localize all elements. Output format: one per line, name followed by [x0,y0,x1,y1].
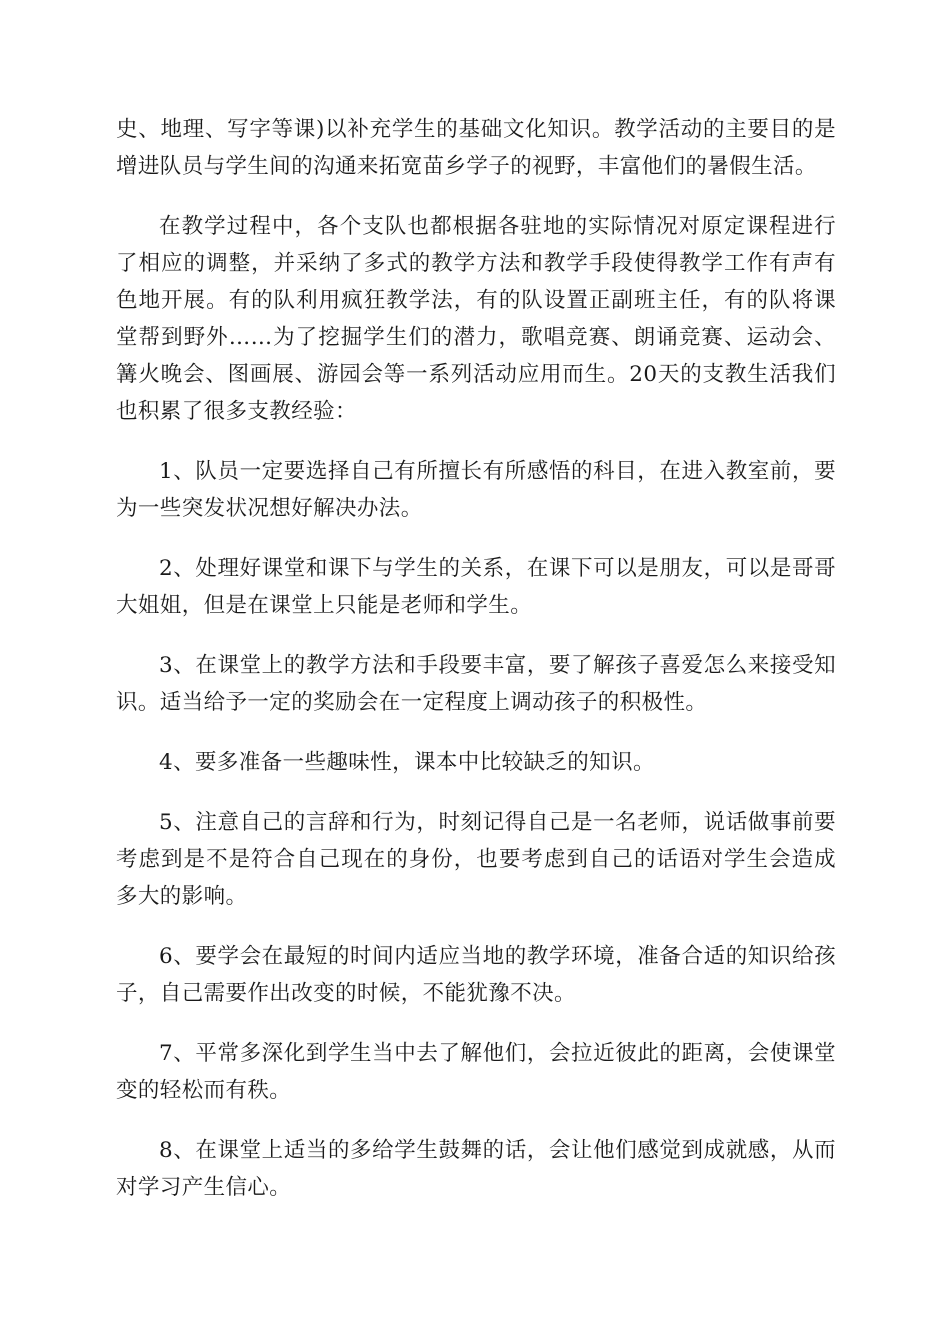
list-item-8: 8、在课堂上适当的多给学生鼓舞的话，会让他们感觉到成就感，从而对学习产生信心。 [116,1138,836,1200]
paragraph-continuation: 史、地理、写字等课)以补充学生的基础文化知识。教学活动的主要目的是增进队员与学生间的沟通来拓宽苗乡学子的视野，丰富他们的暑假生活。 [116,117,836,179]
list-item-4: 4、要多准备一些趣味性，课本中比较缺乏的知识。 [159,750,655,775]
list-item-7: 7、平常多深化到学生当中去了解他们，会拉近彼此的距离，会使课堂变的轻松而有秩。 [116,1041,836,1103]
list-item-3: 3、在课堂上的教学方法和手段要丰富，要了解孩子喜爱怎么来接受知识。适当给予一定的奖励会在一定程度上调动孩子的积极性。 [116,653,836,715]
document-body [116,111,836,1229]
list-item-1: 1、队员一定要选择自己有所擅长有所感悟的科目，在进入教室前，要为一些突发状况想好解决办法。 [116,459,836,521]
list-item-6: 6、要学会在最短的时间内适应当地的教学环境，准备合适的知识给孩子，自己需要作出改变的时候，不能犹豫不决。 [116,944,836,1006]
list-item-2: 2、处理好课堂和课下与学生的关系，在课下可以是朋友，可以是哥哥大姐姐，但是在课堂上只能是老师和学生。 [116,556,836,618]
paragraph-teaching-process: 在教学过程中，各个支队也都根据各驻地的实际情况对原定课程进行了相应的调整，并采纳了多式的教学方法和教学手段使得教学工作有声有色地开展。有的队利用疯狂教学法，有的队设置正副班主任，有的队将课堂帮到野外……为了挖掘学生们的潜力，歌唱竞赛、朗诵竞赛、运动会、篝火晚会、图画展、游园会等一系列活动应用而生。20天的支教生活我们也积累了很多支教经验： [116,214,836,424]
list-item-5: 5、注意自己的言辞和行为，时刻记得自己是一名老师，说话做事前要考虑到是不是符合自己现在的身份，也要考虑到自己的话语对学生会造成多大的影响。 [116,810,836,909]
